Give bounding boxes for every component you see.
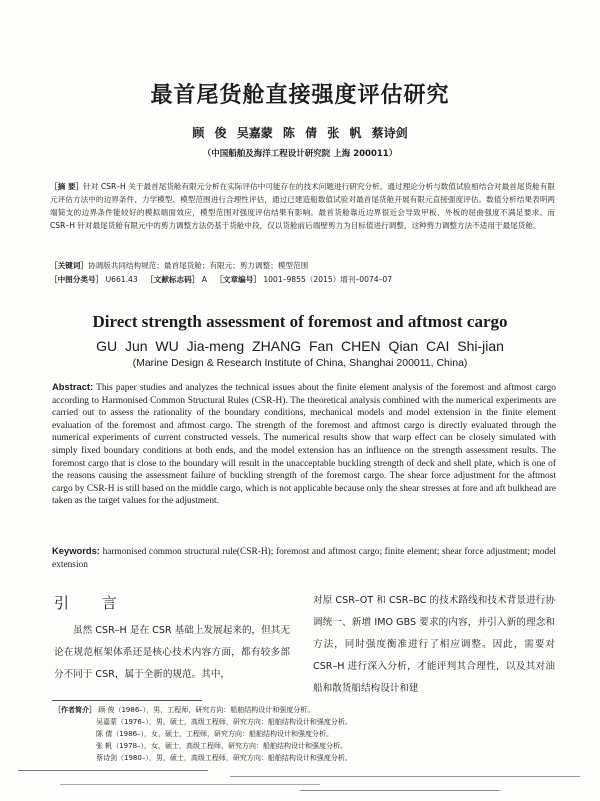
classification-number: U661.43 bbox=[105, 275, 138, 284]
footnote-author-1 bbox=[54, 704, 314, 717]
article-number: 1001–9855（2015）增刊–0074–07 bbox=[263, 275, 393, 284]
article-number-label: ［文章编号］ bbox=[215, 275, 261, 284]
chinese-authors: 顾 俊 吴嘉蒙 陈 倩 张 帆 蔡诗剑 bbox=[192, 126, 408, 140]
intro-left-column: 虽然 CSR–H 是在 CSR 基础上发展起来的，但其无论在规范框架体系还是核心技术内容方面，都有较多部分不同于 CSR，属于全新的规范。其中， bbox=[54, 625, 290, 680]
footnote-author-4: 张 帆（1978–），女，硕士，高级工程师，研究方向：船舶结构设计和强度分析。 bbox=[96, 742, 348, 750]
scan-artifact-line bbox=[18, 770, 208, 771]
footnote-divider bbox=[52, 700, 202, 701]
english-abstract bbox=[52, 381, 556, 508]
english-keywords-label: Keywords: bbox=[52, 545, 100, 556]
chinese-affiliation: （中国船舶及海洋工程设计研究院 上海 200011） bbox=[202, 149, 398, 159]
scan-artifact-line bbox=[300, 790, 500, 791]
footnote-author-2: 吴嘉蒙（1976–），男，硕士，高级工程师，研究方向：船舶结构设计和强度分析。 bbox=[96, 718, 352, 726]
english-title: Direct strength assessment of foremost and aftmost cargo bbox=[92, 312, 508, 331]
footnote-author-3: 陈 倩（1986–），女，硕士，工程师，研究方向：船舶结构设计和强度分析。 bbox=[96, 730, 334, 738]
english-affiliation: (Marine Design & Research Institute of China, Shanghai 200011, China) bbox=[132, 357, 468, 369]
english-abstract-label: Abstract: bbox=[52, 381, 94, 392]
english-authors: GU Jun WU Jia-meng ZHANG Fan CHEN Qian CAI Shi-jian bbox=[96, 338, 504, 354]
scan-artifact-line bbox=[60, 784, 320, 785]
footnote-author-5: 蔡诗剑（1980–），男，硕士，高级工程师，研究方向：船舶结构设计和强度分析。 bbox=[96, 754, 352, 762]
chinese-keywords-text: 协调版共同结构规范；最首尾货舱；有限元；剪力调整；模型范围 bbox=[87, 261, 309, 270]
scan-artifact-line bbox=[230, 776, 580, 777]
intro-right-column: 对原 CSR–OT 和 CSR–BC 的技术路线和技术背景进行协调统一、新增 IMO GBS 要求的内容，并引入新的理念和方法，同时强度衡准进行了相应调整。因此，需要对 CSR–H 进行深入分析，才能评判其合理性，以及其对油船和散货船结构设计和建 bbox=[313, 595, 555, 694]
english-abstract-text: This paper studies and analyzes the technical issues about the finite element analysis of the foremost and aftmost cargo according to Harmonised Common Structural Rules (CSR-H). The theoretical analysis combined with the numerical experiments are carried out to assess the rationality of the boundary conditions, mechanical models and model extension in the finite element evaluation of the foremost and aftmost cargo. The strength of the foremost and aftmost cargo is directly evaluated through the numerical experiments of current constructed vessels. The numerical results show that warp effect can be closely simulated with simply fixed boundary conditions at both ends, and the model extension has an influence on the strength assessment results. The foremost cargo that is close to the boundary will result in the unacceptable buckling strength of deck and shell plate, which is one of the reasons causing the assessment failure of buckling strength of the foremost cargo. The shear force adjustment for the aftmost cargo by CSR-H is still based on the middle cargo, which is not applicable because only the shear stresses at fore and aft bulkhead are taken as the target values for the adjustment. bbox=[52, 383, 556, 507]
chinese-abstract-label: ［摘 要］ bbox=[50, 182, 84, 191]
chinese-keywords bbox=[50, 259, 555, 272]
english-keywords bbox=[52, 545, 556, 571]
classification-label: ［中图分类号］ bbox=[50, 275, 104, 284]
english-keywords-text: harmonised common structural rule(CSR-H); foremost and aftmost cargo; finite element; shear force adjustment; model extension bbox=[52, 547, 557, 570]
chinese-title: 最首尾货舱直接强度评估研究 bbox=[150, 83, 450, 108]
footnote-label: ［作者简介］ bbox=[54, 706, 96, 714]
footnote-line: 顾 俊（1986–），男，工程师，研究方向：船舶结构设计和强度分析。 bbox=[98, 706, 315, 714]
chinese-keywords-label: ［关键词］ bbox=[50, 261, 88, 270]
chinese-classification bbox=[50, 273, 555, 286]
section-heading: 引 言 bbox=[54, 594, 131, 612]
document-code: A bbox=[201, 275, 207, 284]
document-code-label: ［文献标志码］ bbox=[146, 275, 200, 284]
chinese-abstract-text: 针对 CSR–H 关于最首尾货舱有限元分析在实际评估中可能存在的技术问题进行研究分析。通过理论分析与数值试验相结合对最首尾货舱有限元评估方法中的边界条件、力学模型、模型范围进行合理性评估，通过已建造船数值试验对最首尾货舱开展有限元直接强度评估。数值分析结果表明两端简支的边界条件能较好的模拟端面效应，模型范围对强度评估结果有影响。最首货舱靠近边界很近会导致甲板、外板的屈曲强度不满足要求。而 CSR–H 针对最尾货舱有限元中的剪力调整方法仍基于货舱中段，仅以货舱前后端壁剪力为目标值进行调整，这种剪力调整方法不适用于最尾货舱。 bbox=[50, 182, 555, 230]
chinese-abstract bbox=[50, 180, 555, 232]
